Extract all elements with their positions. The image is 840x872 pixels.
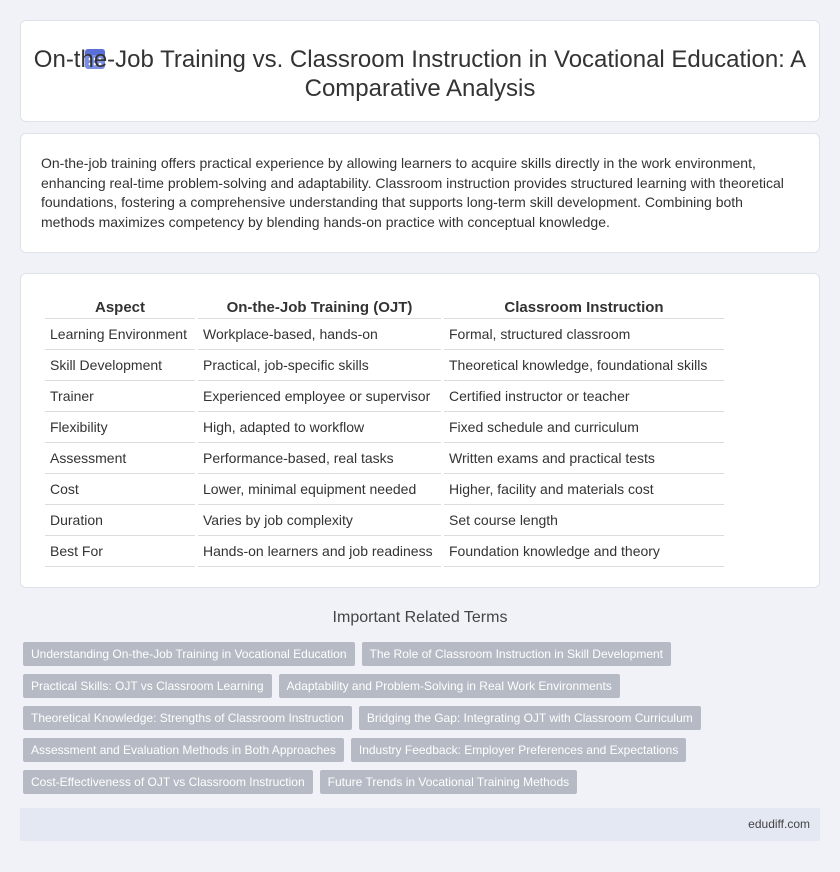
table-row xyxy=(45,319,724,350)
related-term-tag[interactable]: Theoretical Knowledge: Strengths of Classroom Instruction xyxy=(23,706,352,730)
related-terms-heading: Important Related Terms xyxy=(332,609,508,626)
table-cell: Set course length xyxy=(444,505,724,536)
table-row xyxy=(45,381,724,412)
tag-row xyxy=(23,738,686,762)
table-cell: Workplace-based, hands-on xyxy=(198,319,441,350)
table-cell: Flexibility xyxy=(45,412,195,443)
summary-text: On-the-job training offers practical experience by allowing learners to acquire skills directly in the work environment, enhancing real-time problem-solving and adaptability. Classroom instruction provides structured learning with theoretical foundations, fostering a comprehensive understanding that supports long-term skill development. Combining both methods maximizes competency by blending hands-on practice with conceptual knowledge. xyxy=(41,155,784,230)
table-row xyxy=(45,443,724,474)
tag-row xyxy=(23,706,701,730)
table-cell: Fixed schedule and curriculum xyxy=(444,412,724,443)
comparison-table-card xyxy=(20,273,820,588)
table-cell: Theoretical knowledge, foundational skills xyxy=(444,350,724,381)
table-cell: High, adapted to workflow xyxy=(198,412,441,443)
table-cell: Hands-on learners and job readiness xyxy=(198,536,441,567)
table-cell: Learning Environment xyxy=(45,319,195,350)
summary-card xyxy=(20,133,820,253)
table-cell: Skill Development xyxy=(45,350,195,381)
table-cell: Certified instructor or teacher xyxy=(444,381,724,412)
header-ojt: On-the-Job Training (OJT) xyxy=(198,297,441,319)
table-cell: Written exams and practical tests xyxy=(444,443,724,474)
related-term-tag[interactable]: Bridging the Gap: Integrating OJT with Classroom Curriculum xyxy=(359,706,701,730)
related-term-tag[interactable]: The Role of Classroom Instruction in Skill Development xyxy=(362,642,671,666)
header-classroom: Classroom Instruction xyxy=(444,297,724,319)
table-cell: Higher, facility and materials cost xyxy=(444,474,724,505)
related-term-tag[interactable]: Assessment and Evaluation Methods in Both Approaches xyxy=(23,738,344,762)
comparison-table xyxy=(42,297,727,567)
table-cell: Best For xyxy=(45,536,195,567)
table-cell: Assessment xyxy=(45,443,195,474)
page-title: On-the-Job Training vs. Classroom Instruction in Vocational Education: A Comparative Analysis xyxy=(33,46,807,102)
table-header-row xyxy=(45,297,724,319)
related-term-tag[interactable]: Adaptability and Problem-Solving in Real Work Environments xyxy=(279,674,620,698)
tag-row xyxy=(23,770,577,794)
related-term-tag[interactable]: Cost-Effectiveness of OJT vs Classroom Instruction xyxy=(23,770,313,794)
table-cell: Formal, structured classroom xyxy=(444,319,724,350)
table-cell: Trainer xyxy=(45,381,195,412)
table-cell: Performance-based, real tasks xyxy=(198,443,441,474)
table-cell: Lower, minimal equipment needed xyxy=(198,474,441,505)
table-cell: Cost xyxy=(45,474,195,505)
header-aspect: Aspect xyxy=(45,297,195,319)
tag-row xyxy=(23,674,620,698)
tag-row xyxy=(23,642,671,666)
footer-site-link[interactable]: edudiff.com xyxy=(748,817,810,831)
table-cell: Foundation knowledge and theory xyxy=(444,536,724,567)
table-row xyxy=(45,412,724,443)
table-cell: Experienced employee or supervisor xyxy=(198,381,441,412)
table-row xyxy=(45,505,724,536)
table-row xyxy=(45,474,724,505)
related-term-tag[interactable]: Understanding On-the-Job Training in Vocational Education xyxy=(23,642,355,666)
table-row xyxy=(45,350,724,381)
table-row xyxy=(45,536,724,567)
table-cell: Duration xyxy=(45,505,195,536)
related-term-tag[interactable]: Practical Skills: OJT vs Classroom Learning xyxy=(23,674,272,698)
related-term-tag[interactable]: Industry Feedback: Employer Preferences and Expectations xyxy=(351,738,687,762)
table-cell: Practical, job-specific skills xyxy=(198,350,441,381)
title-card xyxy=(20,20,820,122)
table-cell: Varies by job complexity xyxy=(198,505,441,536)
footer xyxy=(20,808,820,841)
related-term-tag[interactable]: Future Trends in Vocational Training Methods xyxy=(320,770,577,794)
